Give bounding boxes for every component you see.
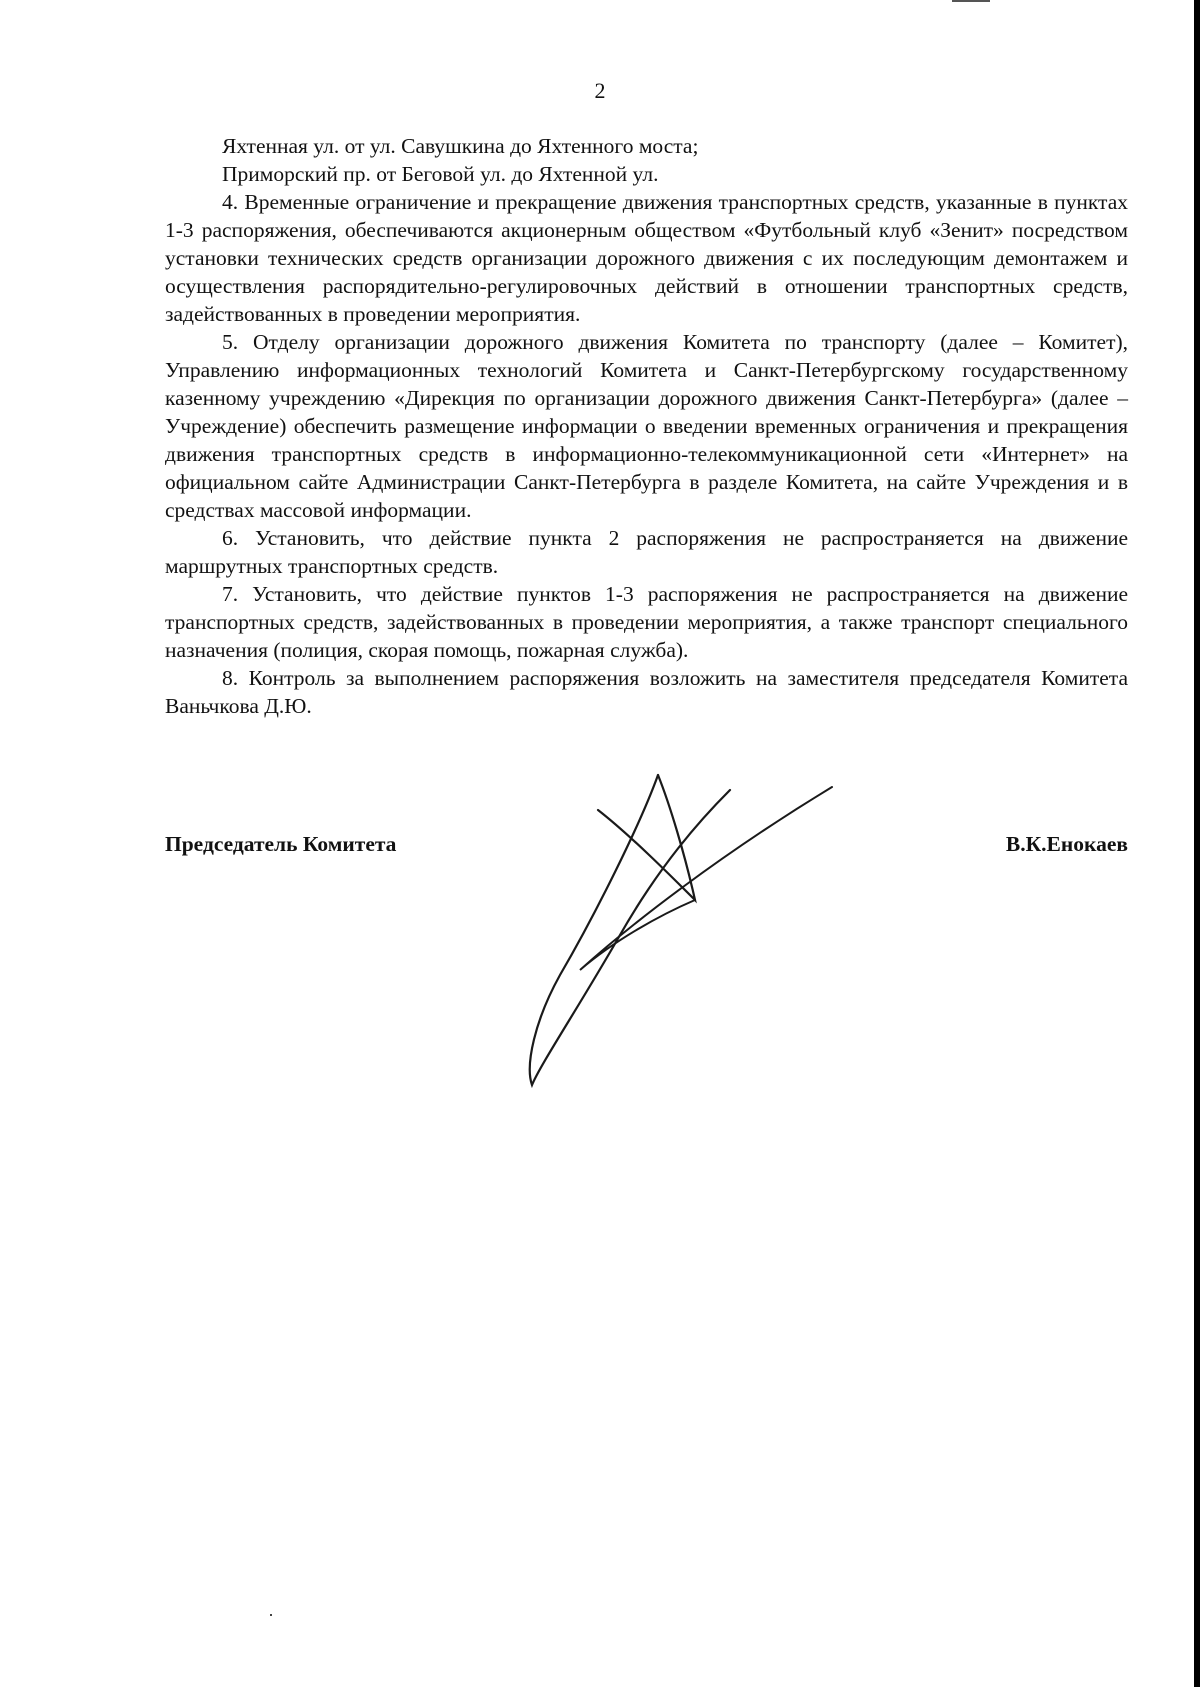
street-item-primorsky: Приморский пр. от Беговой ул. до Яхтенной ул. [222, 162, 659, 186]
clause-4: 4. Временные ограничение и прекращение движения транспортных средств, указанные в пунктах 1-3 распоряжения, обеспечиваются акционерным обществом «Футбольный клуб «Зенит» посредством установки технических средств организации дорожного движения с их последующим демонтажем и осуществления распорядительно-регулировочных действий в отношении транспортных средств, задействованных в проведении мероприятия. [165, 190, 1128, 326]
clause-6: 6. Установить, что действие пункта 2 распоряжения не распространяется на движение маршрутных транспортных средств. [165, 526, 1128, 578]
scan-artifact-dot [270, 1614, 272, 1616]
document-body [165, 132, 1128, 720]
clause-7: 7. Установить, что действие пунктов 1-3 распоряжения не распространяется на движение транспортных средств, задействованных в проведении мероприятия, а также транспорт специального назначения (полиция, скорая помощь, пожарная служба). [165, 582, 1128, 662]
scan-edge-shadow [1194, 0, 1200, 1687]
signer-position: Председатель Комитета [165, 832, 397, 856]
scan-artifact-mark [952, 0, 990, 2]
clause-5: 5. Отделу организации дорожного движения Комитета по транспорту (далее – Комитет), Управлению информационных технологий Комитета и Санкт-Петербургскому государственному казенному учреждению «Дирекция по организации дорожного движения Санкт-Петербурга» (далее – Учреждение) обеспечить размещение информации о введении временных ограничения и прекращения движения транспортных средств в информационно-телекоммуникационной сети «Интернет» на официальном сайте Администрации Санкт-Петербурга в разделе Комитета, на сайте Учреждения и в средствах массовой информации. [165, 330, 1128, 522]
handwritten-signature [520, 765, 840, 1105]
page-number: 2 [594, 78, 606, 103]
signature-stroke [530, 775, 730, 1085]
clause-8: 8. Контроль за выполнением распоряжения возложить на заместителя председателя Комитета Ваньчкова Д.Ю. [165, 666, 1128, 718]
signature-stroke [598, 775, 695, 900]
signer-name: В.К.Енокаев [1005, 832, 1128, 856]
street-item-yakhtennaya: Яхтенная ул. от ул. Савушкина до Яхтенного моста; [222, 134, 699, 158]
